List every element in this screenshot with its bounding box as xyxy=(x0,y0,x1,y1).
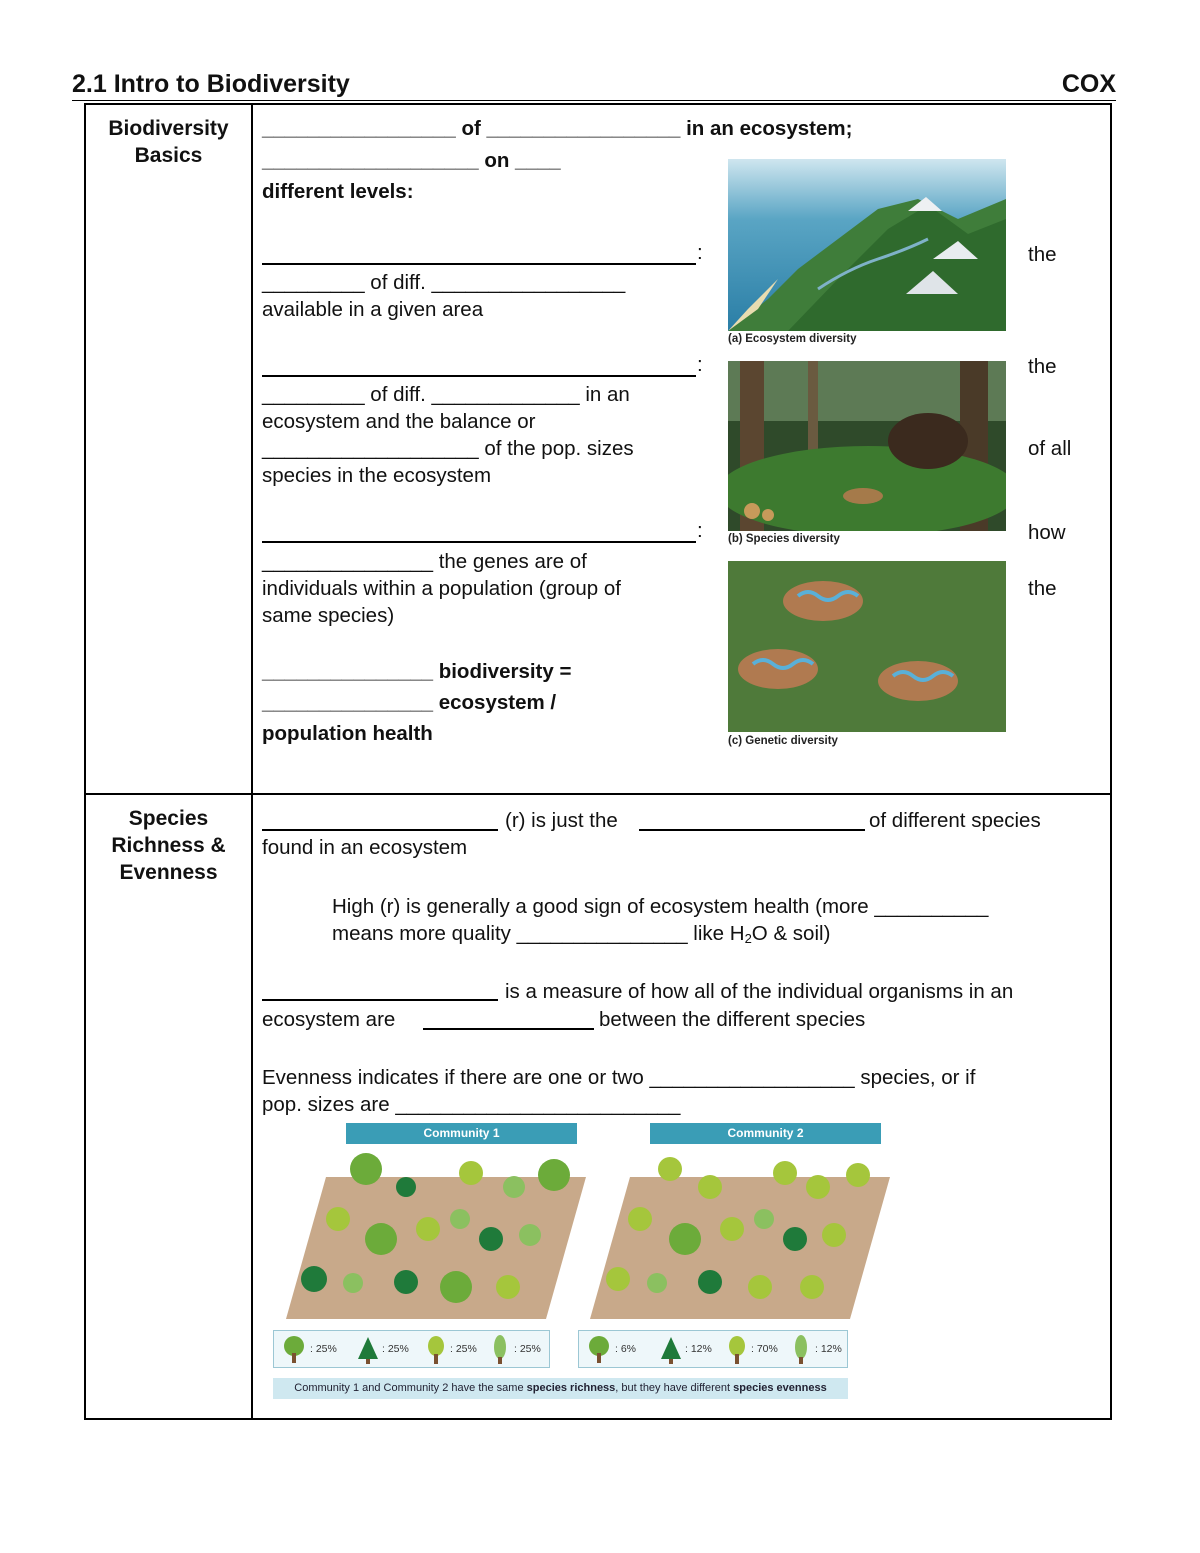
row-label-line: Basics xyxy=(134,144,203,167)
genetic-diversity-image xyxy=(728,561,1006,732)
columnar-tree-icon xyxy=(789,1335,813,1365)
genetic-diversity-definition: individuals within a population (group of xyxy=(262,577,621,600)
row-label-line: Richness & xyxy=(111,834,226,857)
row-divider xyxy=(86,793,1110,795)
species-diversity-definition: ecosystem and the balance or xyxy=(262,410,536,433)
page-title: 2.1 Intro to Biodiversity xyxy=(72,70,350,98)
richness-note xyxy=(332,920,830,952)
fill-blank-rule xyxy=(262,263,696,265)
evenness-definition: is a measure of how all of the individual organisms in an xyxy=(505,980,1014,1003)
note-text: species richness xyxy=(526,1382,616,1394)
row-label-line: Biodiversity xyxy=(108,117,229,140)
species-diversity-definition: _________ of diff. _____________ in an xyxy=(262,383,630,406)
legend-percent: : 12% xyxy=(815,1343,842,1355)
pine-tree-icon xyxy=(659,1335,683,1365)
fill-blank-rule xyxy=(262,999,498,1001)
note-text: , but they have different xyxy=(615,1382,734,1394)
legend-percent: : 25% xyxy=(514,1343,541,1355)
image-caption: (a) Ecosystem diversity xyxy=(728,333,857,345)
pine-tree-icon xyxy=(356,1335,380,1365)
image-caption: (c) Genetic diversity xyxy=(728,735,838,747)
definition-line: ___________________ on ____ xyxy=(262,149,561,172)
evenness-definition: between the different species xyxy=(599,1008,866,1031)
fill-blank-rule xyxy=(262,829,498,831)
richness-note-text: means more quality _______________ like H xyxy=(332,922,745,945)
definition-line: _________________ of _________________ in an ecosystem; xyxy=(262,117,853,140)
legend-percent: : 25% xyxy=(382,1343,409,1355)
ecosystem-diversity-definition: available in a given area xyxy=(262,298,484,321)
community-2-banner: Community 2 xyxy=(650,1123,881,1144)
note-text: Community 1 and Community 2 have the same xyxy=(294,1382,527,1394)
continuation-word: the xyxy=(1028,243,1057,266)
evenness-definition: ecosystem are xyxy=(262,1008,396,1031)
oval-tree-icon xyxy=(725,1335,749,1365)
legend-percent: : 70% xyxy=(751,1343,778,1355)
genetic-diversity-definition: same species) xyxy=(262,604,395,627)
row-label-line: Evenness xyxy=(119,861,218,884)
ecosystem-diversity-image xyxy=(728,159,1006,331)
oval-tree-icon xyxy=(424,1335,448,1365)
legend-percent: : 25% xyxy=(310,1343,337,1355)
column-divider xyxy=(251,105,253,1418)
subscript: 2 xyxy=(744,931,752,946)
richness-note: High (r) is generally a good sign of ecosystem health (more __________ xyxy=(332,895,989,918)
legend-percent: : 6% xyxy=(615,1343,637,1355)
legend-percent: : 25% xyxy=(450,1343,477,1355)
evenness-note: Evenness indicates if there are one or two __________________ species, or if xyxy=(262,1066,976,1089)
richness-note-text: O & soil) xyxy=(751,922,831,945)
community-comparison-note xyxy=(273,1378,848,1399)
richness-definition: found in an ecosystem xyxy=(262,836,468,859)
colon: : xyxy=(697,519,703,542)
species-diversity-definition: species in the ecosystem xyxy=(262,464,492,487)
image-caption: (b) Species diversity xyxy=(728,533,840,545)
summary-line: _______________ biodiversity = xyxy=(262,660,572,683)
continuation-word: of all xyxy=(1028,437,1072,460)
notes-table xyxy=(84,103,1112,1420)
fill-blank-rule xyxy=(262,541,696,543)
richness-definition: of different species xyxy=(869,809,1041,832)
summary-line: population health xyxy=(262,722,433,745)
fill-blank-rule xyxy=(423,1028,594,1030)
evenness-note: pop. sizes are _________________________ xyxy=(262,1093,681,1116)
columnar-tree-icon xyxy=(488,1335,512,1365)
fill-blank-rule xyxy=(639,829,865,831)
community-1-illustration xyxy=(286,1147,586,1319)
colon: : xyxy=(697,241,703,264)
community-1-banner: Community 1 xyxy=(346,1123,577,1144)
legend-percent: : 12% xyxy=(685,1343,712,1355)
species-diversity-image xyxy=(728,361,1006,531)
deciduous-tree-icon xyxy=(280,1335,308,1365)
colon: : xyxy=(697,353,703,376)
continuation-word: the xyxy=(1028,355,1057,378)
row-label-species-richness xyxy=(86,805,251,886)
continuation-word: how xyxy=(1028,521,1066,544)
row-label-biodiversity-basics xyxy=(86,115,251,169)
row-label-line: Species xyxy=(128,807,209,830)
fill-blank-rule xyxy=(262,375,696,377)
summary-line: _______________ ecosystem / xyxy=(262,691,557,714)
species-diversity-definition: ___________________ of the pop. sizes xyxy=(262,437,634,460)
community-1-legend xyxy=(273,1330,550,1368)
genetic-diversity-definition: _______________ the genes are of xyxy=(262,550,587,573)
note-text: species evenness xyxy=(733,1382,827,1394)
community-2-legend xyxy=(578,1330,848,1368)
author-name: COX xyxy=(1061,70,1116,98)
community-2-illustration xyxy=(590,1147,890,1319)
definition-line: different levels: xyxy=(262,180,414,203)
title-rule xyxy=(72,100,1116,101)
richness-definition: (r) is just the xyxy=(505,809,618,832)
continuation-word: the xyxy=(1028,577,1057,600)
ecosystem-diversity-definition: _________ of diff. _________________ xyxy=(262,271,626,294)
deciduous-tree-icon xyxy=(585,1335,613,1365)
